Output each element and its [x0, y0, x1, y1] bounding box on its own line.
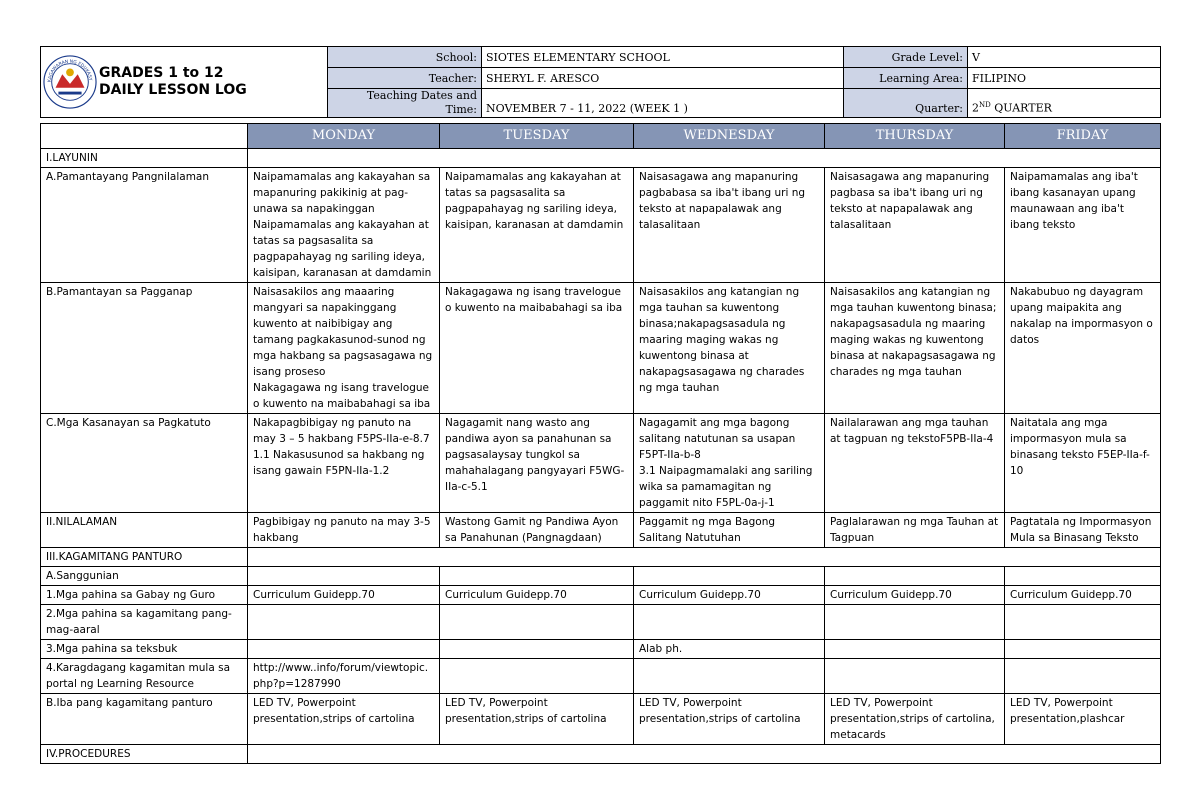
cell-friday: Pagtatala ng Impormasyon Mula sa Binasang Teksto	[1005, 513, 1161, 548]
section-procedures-blank	[248, 745, 1161, 764]
section-layunin-blank	[248, 149, 1161, 168]
cell-wednesday: Paggamit ng mga Bagong Salitang Natutuhan	[634, 513, 825, 548]
learning-area-value: FILIPINO	[968, 68, 1161, 89]
row-label: C.Mga Kasanayan sa Pagkatuto	[41, 414, 248, 513]
day-header-monday: MONDAY	[248, 124, 440, 149]
row-karagdagang-kagamitan	[41, 659, 1161, 694]
cell-tuesday: Naipamamalas ang kakayahan at tatas sa pagsasalita sa pagpapahayag ng sariling ideya, kaisipan, karanasan at damdamin	[440, 168, 634, 283]
row-label: B.Pamantayan sa Pagganap	[41, 283, 248, 414]
cell-friday: LED TV, Powerpoint presentation,plashcar	[1005, 694, 1161, 745]
cell-tuesday	[440, 605, 634, 640]
cell-tuesday: Wastong Gamit ng Pandiwa Ayon sa Panahunan (Pangnagdaan)	[440, 513, 634, 548]
teacher-value: SHERYL F. ARESCO	[482, 68, 844, 89]
cell-friday	[1005, 640, 1161, 659]
row-label: 4.Karagdagang kagamitan mula sa portal ng Learning Resource	[41, 659, 248, 694]
day-header-friday: FRIDAY	[1005, 124, 1161, 149]
cell-monday: Curriculum Guidepp.70	[248, 586, 440, 605]
teaching-dates-label: Teaching Dates and Time:	[328, 89, 482, 118]
cell-friday	[1005, 605, 1161, 640]
school-value: SIOTES ELEMENTARY SCHOOL	[482, 47, 844, 68]
cell-tuesday: Curriculum Guidepp.70	[440, 586, 634, 605]
cell-monday: Naipamamalas ang kakayahan sa mapanuring pakikinig at pag-unawa sa napakinggan Naipamamalas ang kakayahan at tatas sa pagsasalita sa pagpapahayag ng sariling ideya, kaisipan, karanasan at damdamin	[248, 168, 440, 283]
quarter-value: 2ND QUARTER	[968, 89, 1161, 118]
cell-tuesday	[440, 640, 634, 659]
cell-wednesday: Naisasakilos ang katangian ng mga tauhan sa kuwentong binasa;nakapagsasadula ng maaring maging wakas ng kuwentong binasa at nakapagsasagawa ng charades ng mga tauhan	[634, 283, 825, 414]
svg-text:KAGAWARAN NG EDUKASYON: KAGAWARAN NG EDUKASY	[47, 59, 93, 83]
title-line-1: GRADES 1 to 12	[99, 65, 224, 81]
cell-monday: LED TV, Powerpoint presentation,strips of cartolina	[248, 694, 440, 745]
grade-level-value: V	[968, 47, 1161, 68]
quarter-label: Quarter:	[844, 89, 968, 118]
lesson-log-table	[40, 123, 1161, 764]
row-label: B.Iba pang kagamitang panturo	[41, 694, 248, 745]
cell-friday: Curriculum Guidepp.70	[1005, 586, 1161, 605]
cell-thursday	[825, 659, 1005, 694]
cell-wednesday: LED TV, Powerpoint presentation,strips of cartolina	[634, 694, 825, 745]
row-gabay-guro	[41, 586, 1161, 605]
cell-wednesday	[634, 605, 825, 640]
deped-seal-icon	[43, 55, 97, 109]
cell-friday	[1005, 567, 1161, 586]
cell-wednesday: Nagagamit ang mga bagong salitang natutunan sa usapan F5PT-IIa-b-8 3.1 Naipagmamalaki ang sariling wika sa pamamagitan ng paggamit nito F5PL-0a-j-1	[634, 414, 825, 513]
cell-wednesday	[634, 567, 825, 586]
cell-monday: Nakapagbibigay ng panuto na may 3 – 5 hakbang F5PS-IIa-e-8.7 1.1 Nakasusunod sa hakbang ng isang gawain F5PN-IIa-1.2	[248, 414, 440, 513]
cell-wednesday: Curriculum Guidepp.70	[634, 586, 825, 605]
cell-monday	[248, 567, 440, 586]
cell-thursday: Nailalarawan ang mga tauhan at tagpuan ng tekstoF5PB-IIa-4	[825, 414, 1005, 513]
cell-friday	[1005, 659, 1161, 694]
cell-friday: Naipamamalas ang iba't ibang kasanayan upang maunawaan ang iba't ibang teksto	[1005, 168, 1161, 283]
cell-friday: Nakabubuo ng dayagram upang maipakita ang nakalap na impormasyon o datos	[1005, 283, 1161, 414]
learning-area-label: Learning Area:	[844, 68, 968, 89]
section-procedures: IV.PROCEDURES	[41, 745, 248, 764]
cell-thursday	[825, 567, 1005, 586]
cell-tuesday: LED TV, Powerpoint presentation,strips of cartolina	[440, 694, 634, 745]
cell-thursday: Curriculum Guidepp.70	[825, 586, 1005, 605]
cell-monday	[248, 640, 440, 659]
row-pamantayan-sa-pagganap	[41, 283, 1161, 414]
cell-wednesday	[634, 659, 825, 694]
cell-tuesday: Nagagamit nang wasto ang pandiwa ayon sa panahunan sa pagsasalaysay tungkol sa mahahalagang pangyayari F5WG-IIa-c-5.1	[440, 414, 634, 513]
section-kagamitang-panturo: III.KAGAMITANG PANTURO	[41, 548, 248, 567]
cell-wednesday: Naisasagawa ang mapanuring pagbabasa sa iba't ibang uri ng teksto at napapalawak ang talasalitaan	[634, 168, 825, 283]
row-label: 2.Mga pahina sa kagamitang pang-mag-aaral	[41, 605, 248, 640]
day-header-thursday: THURSDAY	[825, 124, 1005, 149]
row-kasanayan-sa-pagkatuto	[41, 414, 1161, 513]
school-label: School:	[328, 47, 482, 68]
day-header-tuesday: TUESDAY	[440, 124, 634, 149]
grade-level-label: Grade Level:	[844, 47, 968, 68]
teaching-dates-value: NOVEMBER 7 - 11, 2022 (WEEK 1 )	[482, 89, 844, 118]
row-label: II.NILALAMAN	[41, 513, 248, 548]
row-iba-pang-kagamitan	[41, 694, 1161, 745]
cell-thursday: Paglalarawan ng mga Tauhan at Tagpuan	[825, 513, 1005, 548]
header-table	[40, 46, 1161, 118]
row-teksbuk	[41, 640, 1161, 659]
cell-tuesday	[440, 659, 634, 694]
cell-thursday	[825, 640, 1005, 659]
cell-thursday: LED TV, Powerpoint presentation,strips of cartolina, metacards	[825, 694, 1005, 745]
teacher-label: Teacher:	[328, 68, 482, 89]
cell-monday[interactable]: http://www..info/forum/viewtopic.php?p=1287990	[248, 659, 440, 694]
cell-friday: Naitatala ang mga impormasyon mula sa binasang teksto F5EP-IIa-f-10	[1005, 414, 1161, 513]
cell-tuesday: Nakagagawa ng isang travelogue o kuwento na maibabahagi sa iba	[440, 283, 634, 414]
cell-monday: Naisasakilos ang maaaring mangyari sa napakinggang kuwento at naibibigay ang tamang pagkakasunod-sunod ng mga hakbang sa pagsasagawa ng isang proseso Nakagagawa ng isang travelogue o kuwento na maibabahagi sa iba	[248, 283, 440, 414]
header-logo-cell	[41, 47, 328, 118]
day-header-wednesday: WEDNESDAY	[634, 124, 825, 149]
cell-tuesday	[440, 567, 634, 586]
cell-monday	[248, 605, 440, 640]
cell-wednesday: Alab ph.	[634, 640, 825, 659]
cell-monday: Pagbibigay ng panuto na may 3-5 hakbang	[248, 513, 440, 548]
corner-cell	[41, 124, 248, 149]
section-sanggunian: A.Sanggunian	[41, 567, 248, 586]
row-label: A.Pamantayang Pangnilalaman	[41, 168, 248, 283]
section-kagamitang-blank	[248, 548, 1161, 567]
section-layunin: I.LAYUNIN	[41, 149, 248, 168]
row-label: 3.Mga pahina sa teksbuk	[41, 640, 248, 659]
cell-thursday	[825, 605, 1005, 640]
row-label: 1.Mga pahina sa Gabay ng Guro	[41, 586, 248, 605]
row-kagamitang-mag-aaral	[41, 605, 1161, 640]
row-nilalaman	[41, 513, 1161, 548]
cell-thursday: Naisasagawa ang mapanuring pagbasa sa iba't ibang uri ng teksto at napapalawak ang talasalitaan	[825, 168, 1005, 283]
cell-thursday: Naisasakilos ang katangian ng mga tauhan kuwentong binasa; nakapagsasadula ng maaring maging wakas ng kuwentong binasa at nakapagsasagawa ng charades ng mga tauhan	[825, 283, 1005, 414]
title-line-2: DAILY LESSON LOG	[99, 82, 247, 98]
row-pamantayang-pangnilalaman	[41, 168, 1161, 283]
